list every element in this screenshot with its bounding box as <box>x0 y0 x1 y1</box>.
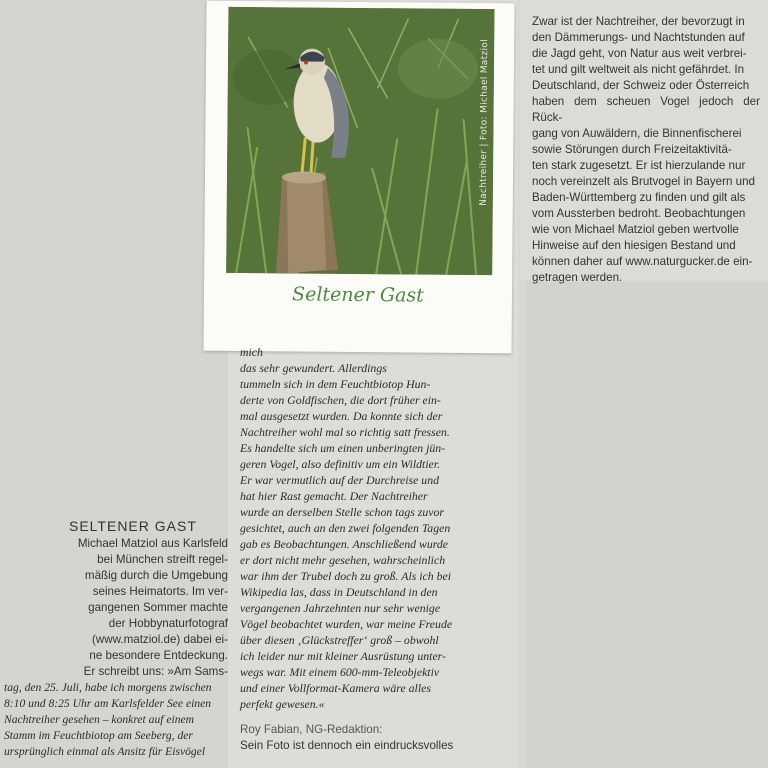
text-line: 8:10 und 8:25 Uhr am Karlsfelder See einen <box>4 697 212 710</box>
text-line: ursprünglich einmal als Ansitz für Eisvögel <box>4 745 206 758</box>
text-line: der Hobbynaturfotograf <box>108 617 228 630</box>
text-line: hat hier Rast gemacht. Der Nachtreiher <box>240 489 428 503</box>
reply-author: Roy Fabian, NG-Redaktion: <box>240 723 383 736</box>
left-intro-text <box>70 536 228 680</box>
text-line: gang von Auwäldern, die Binnenfischerei <box>532 127 742 140</box>
editor-reply <box>240 722 466 754</box>
text-line: noch vereinzelt als Brutvogel in Bayern und <box>532 175 755 188</box>
text-line: und einer Vollformat-Kamera wäre alles <box>240 681 431 695</box>
text-line: Baden-Württemberg zu finden und gilt als <box>532 191 746 204</box>
text-line: Vögel beobachtet wurden, war meine Freude <box>240 617 453 631</box>
middle-column-text <box>240 344 466 712</box>
text-line: Deutschland, der Schweiz oder Österreich <box>532 79 750 92</box>
text-line: wegs war. Mit einem 600-mm-Teleobjektiv <box>240 665 440 679</box>
text-line: derte von Goldfischen, die dort früher ein- <box>240 393 441 407</box>
blank-panel <box>526 282 768 768</box>
heron-photo-illustration <box>226 7 494 275</box>
text-line: er dort nicht mehr gesehen, wahrscheinlich <box>240 553 446 567</box>
section-heading: SELTENER GAST <box>69 518 197 534</box>
text-line: bei München streift regel- <box>97 553 228 566</box>
photo-credit: Nachtreiher | Foto: Michael Matziol <box>478 39 491 206</box>
text-line: seines Heimatorts. Im ver- <box>92 585 228 598</box>
text-line: die Jagd geht, von Natur aus weit verbrei- <box>532 47 747 60</box>
text-line: vergangenen Jahrzehnten nur sehr wenige <box>240 601 441 615</box>
text-line: ten stark zugesetzt. Er ist hierzulande nur <box>532 159 746 172</box>
night-heron-photo <box>226 7 494 275</box>
text-line: sowie Störungen durch Freizeitaktivitä- <box>532 143 732 156</box>
text-line: geren Vogel, also definitiv um ein Wildtier. <box>240 457 441 471</box>
text-line: ne besondere Entdeckung. <box>89 649 228 662</box>
text-line: Hinweise auf den hiesigen Bestand und <box>532 239 736 252</box>
text-line: Sein Foto ist dennoch ein eindrucksvolles <box>240 739 454 752</box>
text-line: getragen werden. <box>532 271 623 284</box>
text-line: Wikipedia las, dass in Deutschland in den <box>240 585 438 599</box>
text-line: wurde an derselben Stelle schon tags zuvor <box>240 505 445 519</box>
text-line: können daher auf www.naturgucker.de ein- <box>532 255 753 268</box>
text-line: Nachtreiher gesehen – konkret auf einem <box>4 713 195 726</box>
text-line: den Dämmerungs- und Nachtstunden auf <box>532 31 745 44</box>
text-line: das sehr gewundert. Allerdings <box>240 361 387 375</box>
text-line: Er schreibt uns: »Am Sams- <box>83 665 228 678</box>
text-line: war ihm der Trubel doch zu groß. Als ich bei <box>240 569 452 583</box>
text-line: mäßig durch die Umgebung <box>84 569 228 582</box>
text-line: ich leider nur mit kleiner Ausrüstung unter- <box>240 649 446 663</box>
polaroid-photo-card <box>203 1 514 354</box>
text-line: vom Aussterben bedroht. Beobachtungen <box>532 207 746 220</box>
text-line: perfekt gewesen.« <box>240 697 325 711</box>
text-line: gesichtet, auch an den zwei folgenden Tagen <box>240 521 451 535</box>
right-column-text <box>532 14 760 286</box>
text-line: mich <box>240 345 263 359</box>
left-quote-text <box>4 680 230 760</box>
text-line: gab es Beobachtungen. Anschließend wurde <box>240 537 449 551</box>
photo-caption: Seltener Gast <box>292 283 424 307</box>
text-line: mal ausgesetzt wurden. Da konnte sich der <box>240 409 443 423</box>
text-line: wie von Michael Matziol geben wertvolle <box>532 223 739 236</box>
text-line: gangenen Sommer machte <box>88 601 228 614</box>
text-line: Nachtreiher wohl mal so richtig satt fressen. <box>240 425 450 439</box>
text-line: Michael Matziol aus Karlsfeld <box>77 537 228 550</box>
text-line: tummeln sich in dem Feuchtbiotop Hun- <box>240 377 431 391</box>
text-line: tet und gilt weltweit als nicht gefährdet. In <box>532 63 745 76</box>
text-line: Er war vermutlich auf der Durchreise und <box>240 473 439 487</box>
text-line: über diesen ‚Glückstreffer‘ groß – obwohl <box>240 633 439 647</box>
text-line: (www.matziol.de) dabei ei- <box>92 633 228 646</box>
text-line: Stamm im Feuchtbiotop am Seeberg, der <box>4 729 193 742</box>
text-line: tag, den 25. Juli, habe ich morgens zwischen <box>4 681 212 694</box>
text-line: Es handelte sich um einen unberingten jün- <box>240 441 446 455</box>
text-line: Zwar ist der Nachtreiher, der bevorzugt in <box>532 15 745 28</box>
text-line: haben dem scheuen Vogel jedoch der Rück- <box>532 95 760 124</box>
